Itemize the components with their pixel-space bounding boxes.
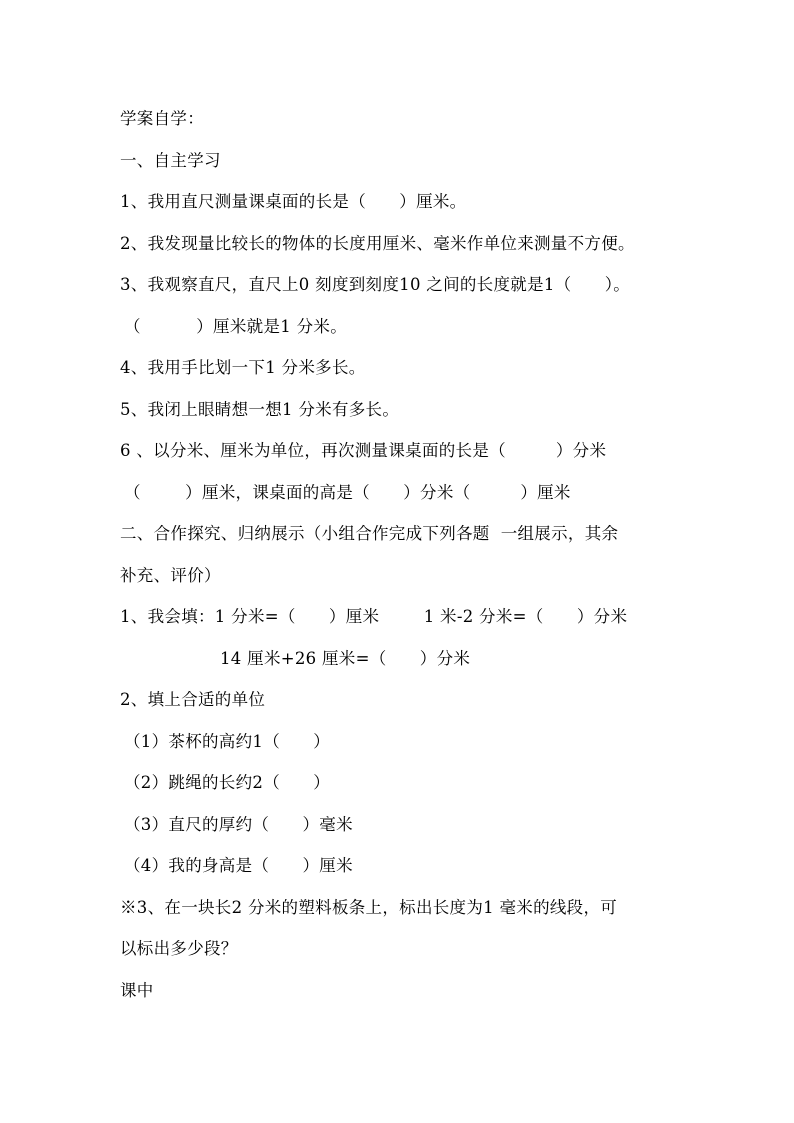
exercise-2-item-3: （3）直尺的厚约（ ）毫米	[124, 815, 353, 834]
question-6-continued: （ ）厘米，课桌面的高是（ ）分米（ ）厘米	[124, 483, 571, 502]
question-1: 1、我用直尺测量课桌面的长是（ ）厘米。	[120, 192, 467, 211]
exercise-3: ※3、在一块长2 分米的塑料板条上，标出长度为1 毫米的线段，可	[120, 898, 618, 917]
exercise-1-continued: 14 厘米+26 厘米=（ ）分米	[220, 649, 471, 668]
section-heading-self-study: 学案自学：	[120, 109, 204, 128]
exercise-2-item-1: （1）茶杯的高约1（ ）	[124, 732, 331, 751]
question-6: 6 、以分米、厘米为单位，再次测量课桌面的长是（ ）分米	[120, 441, 607, 460]
section-heading-independent-study: 一、自主学习	[120, 151, 221, 170]
question-4: 4、我用手比划一下1 分米多长。	[120, 358, 366, 377]
section-heading-in-class: 课中	[120, 981, 154, 1000]
section-heading-cooperative-inquiry: 二、合作探究、归纳展示（小组合作完成下列各题 一组展示，其余	[120, 524, 619, 543]
exercise-3-continued: 以标出多少段？	[120, 939, 238, 958]
exercise-2-item-4: （4）我的身高是（ ）厘米	[124, 856, 353, 875]
exercise-2-item-2: （2）跳绳的长约2（ ）	[124, 773, 331, 792]
question-5: 5、我闭上眼睛想一想1 分米有多长。	[120, 400, 400, 419]
exercise-1: 1、我会填：1 分米=（ ）厘米 1 米-2 分米=（ ）分米	[120, 607, 628, 626]
section-heading-cooperative-inquiry-continued: 补充、评价）	[120, 566, 221, 585]
question-3: 3、我观察直尺，直尺上0 刻度到刻度10 之间的长度就是1（ ）。	[120, 275, 631, 294]
exercise-2: 2、填上合适的单位	[120, 690, 266, 709]
question-3-continued: （ ）厘米就是1 分米。	[124, 317, 347, 336]
question-2: 2、我发现量比较长的物体的长度用厘米、毫米作单位来测量不方便。	[120, 234, 635, 253]
